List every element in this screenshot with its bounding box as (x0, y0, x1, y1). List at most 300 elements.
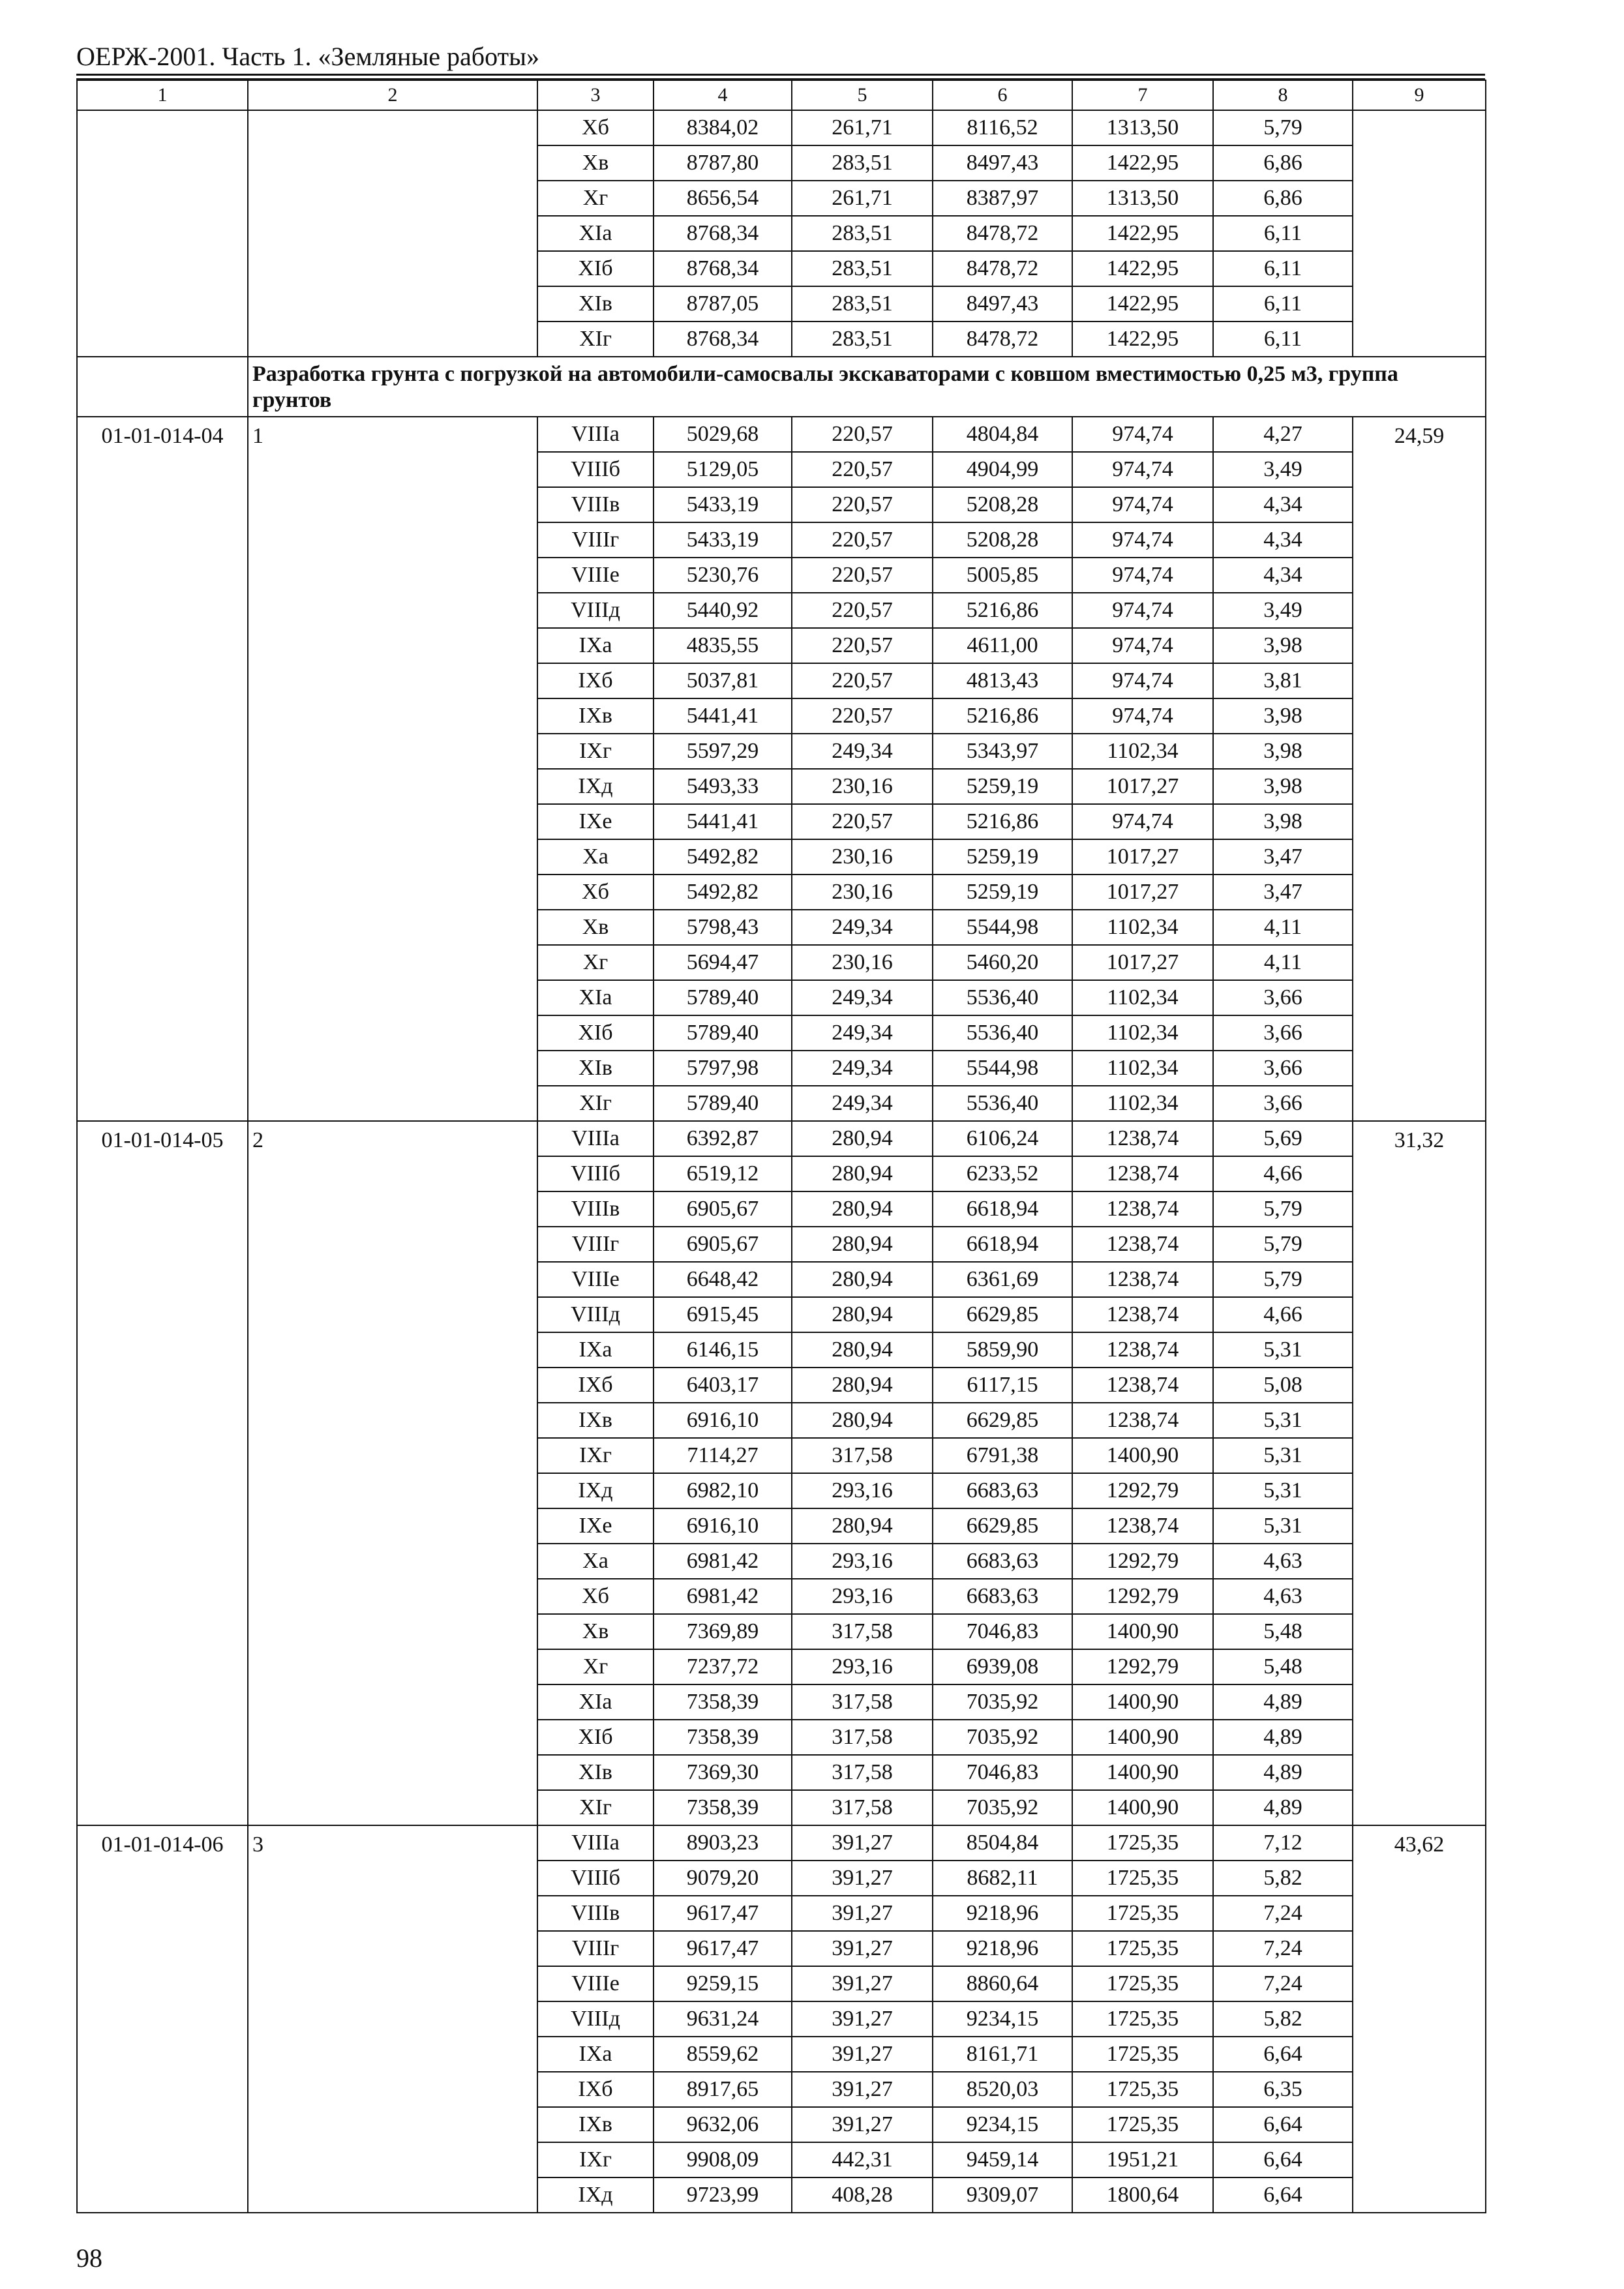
cell-col6: 7046,83 (933, 1614, 1072, 1649)
cell-col4: 5492,82 (654, 875, 792, 910)
cell-col7: 1725,35 (1072, 1896, 1213, 1931)
cell-col6: 8116,52 (933, 110, 1072, 145)
cell-col6: 8497,43 (933, 145, 1072, 181)
cell-col9: 31,32 (1353, 1121, 1486, 1825)
col9-cell-empty (1353, 110, 1486, 357)
cell-col4: 6981,42 (654, 1544, 792, 1579)
soil-category-cell: VIIIд (537, 2001, 654, 2037)
cell-col7: 974,74 (1072, 628, 1213, 663)
cell-col8: 4,34 (1213, 558, 1353, 593)
cell-col8: 3,81 (1213, 663, 1353, 698)
soil-category-cell: VIIIд (537, 593, 654, 628)
cell-col8: 3,49 (1213, 452, 1353, 487)
soil-category-cell: ХIа (537, 216, 654, 251)
cell-col4: 5433,19 (654, 522, 792, 558)
cell-col8: 7,12 (1213, 1825, 1353, 1861)
cell-col7: 974,74 (1072, 593, 1213, 628)
cell-col7: 1238,74 (1072, 1403, 1213, 1438)
cell-col7: 1725,35 (1072, 1825, 1213, 1861)
cell-col6: 5208,28 (933, 487, 1072, 522)
cell-col8: 4,27 (1213, 417, 1353, 452)
cell-col5: 249,34 (792, 1051, 933, 1086)
cell-col6: 5259,19 (933, 839, 1072, 875)
soil-category-cell: Хг (537, 945, 654, 980)
section-title: Разработка грунта с погрузкой на автомобили-самосвалы экскаваторами с ковшом вместимостью 0,25 м3, группа грунтов (248, 357, 1486, 417)
cell-col7: 1422,95 (1072, 322, 1213, 357)
page-number: 98 (76, 2243, 102, 2273)
soil-category-cell: Хв (537, 145, 654, 181)
cell-col5: 293,16 (792, 1649, 933, 1684)
cell-col8: 5,31 (1213, 1473, 1353, 1508)
cell-col8: 4,63 (1213, 1544, 1353, 1579)
cell-col4: 9617,47 (654, 1931, 792, 1966)
cell-col6: 8478,72 (933, 251, 1072, 286)
soil-category-cell: IХд (537, 2177, 654, 2213)
cell-col4: 5789,40 (654, 1015, 792, 1051)
cell-col4: 7358,39 (654, 1720, 792, 1755)
cell-col5: 220,57 (792, 804, 933, 839)
cell-col4: 7358,39 (654, 1790, 792, 1825)
cell-col6: 8520,03 (933, 2072, 1072, 2107)
cell-col6: 9234,15 (933, 2001, 1072, 2037)
cell-col6: 7035,92 (933, 1684, 1072, 1720)
cell-col6: 6233,52 (933, 1156, 1072, 1191)
cell-col5: 249,34 (792, 910, 933, 945)
cell-col6: 6939,08 (933, 1649, 1072, 1684)
cell-col5: 391,27 (792, 1896, 933, 1931)
soil-category-cell: ХIв (537, 286, 654, 322)
cell-col5: 220,57 (792, 663, 933, 698)
soil-category-cell: Ха (537, 839, 654, 875)
cell-col5: 280,94 (792, 1262, 933, 1297)
cell-col8: 5,79 (1213, 1191, 1353, 1227)
cell-col5: 442,31 (792, 2142, 933, 2177)
soil-category-cell: VIIIа (537, 1825, 654, 1861)
soil-category-cell: IХе (537, 804, 654, 839)
soil-category-cell: IХв (537, 1403, 654, 1438)
cell-col5: 283,51 (792, 286, 933, 322)
cell-col4: 5798,43 (654, 910, 792, 945)
cell-col7: 1422,95 (1072, 251, 1213, 286)
cell-col7: 974,74 (1072, 487, 1213, 522)
cell-col6: 6683,63 (933, 1473, 1072, 1508)
cell-col7: 1951,21 (1072, 2142, 1213, 2177)
soil-category-cell: ХIб (537, 251, 654, 286)
table-row (77, 1121, 1486, 1156)
cell-col4: 8768,34 (654, 251, 792, 286)
cell-col5: 280,94 (792, 1297, 933, 1332)
cell-col7: 1238,74 (1072, 1332, 1213, 1368)
cell-col4: 5441,41 (654, 698, 792, 734)
cell-col4: 6915,45 (654, 1297, 792, 1332)
cell-col4: 7237,72 (654, 1649, 792, 1684)
cell-col6: 8387,97 (933, 181, 1072, 216)
cell-col7: 1400,90 (1072, 1684, 1213, 1720)
cell-col7: 974,74 (1072, 417, 1213, 452)
cell-col5: 230,16 (792, 945, 933, 980)
cell-col4: 7358,39 (654, 1684, 792, 1720)
cell-col7: 1238,74 (1072, 1156, 1213, 1191)
cell-col8: 5,31 (1213, 1508, 1353, 1544)
cell-col5: 280,94 (792, 1508, 933, 1544)
cell-col8: 4,66 (1213, 1297, 1353, 1332)
cell-col9: 43,62 (1353, 1825, 1486, 2213)
cell-col4: 8917,65 (654, 2072, 792, 2107)
cell-col7: 1017,27 (1072, 769, 1213, 804)
cell-col8: 5,31 (1213, 1438, 1353, 1473)
cell-col7: 1725,35 (1072, 2037, 1213, 2072)
cell-col4: 9259,15 (654, 1966, 792, 2001)
cell-col8: 6,64 (1213, 2142, 1353, 2177)
cell-col5: 391,27 (792, 1931, 933, 1966)
cell-col8: 4,34 (1213, 487, 1353, 522)
cell-col8: 6,86 (1213, 181, 1353, 216)
cell-col6: 7035,92 (933, 1720, 1072, 1755)
cell-col7: 1238,74 (1072, 1227, 1213, 1262)
cell-col8: 6,11 (1213, 286, 1353, 322)
rates-table (76, 80, 1486, 2213)
cell-col6: 6791,38 (933, 1438, 1072, 1473)
column-number: 6 (933, 80, 1072, 110)
soil-category-cell: ХIа (537, 1684, 654, 1720)
cell-col7: 1017,27 (1072, 945, 1213, 980)
soil-category-cell: Хб (537, 875, 654, 910)
cell-col4: 5440,92 (654, 593, 792, 628)
cell-col4: 8787,80 (654, 145, 792, 181)
soil-group: 1 (248, 417, 537, 1121)
section-title-row (77, 357, 1486, 417)
cell-col4: 8656,54 (654, 181, 792, 216)
cell-col7: 1725,35 (1072, 1966, 1213, 2001)
cell-col8: 6,11 (1213, 216, 1353, 251)
cell-col5: 220,57 (792, 593, 933, 628)
soil-category-cell: IХг (537, 734, 654, 769)
cell-col6: 5343,97 (933, 734, 1072, 769)
soil-category-cell: VIIIа (537, 1121, 654, 1156)
cell-col5: 391,27 (792, 2072, 933, 2107)
rate-code: 01-01-014-04 (77, 417, 248, 1121)
rates-table-body (77, 80, 1486, 2213)
cell-col4: 5694,47 (654, 945, 792, 980)
soil-category-cell: Хб (537, 1579, 654, 1614)
cell-col8: 3,98 (1213, 698, 1353, 734)
table-row (77, 1825, 1486, 1861)
soil-category-cell: VIIIг (537, 1227, 654, 1262)
cell-col6: 5259,19 (933, 875, 1072, 910)
table-row (77, 110, 1486, 145)
cell-col7: 1238,74 (1072, 1368, 1213, 1403)
cell-col4: 5433,19 (654, 487, 792, 522)
cell-col6: 9309,07 (933, 2177, 1072, 2213)
cell-col4: 5789,40 (654, 980, 792, 1015)
cell-col7: 1292,79 (1072, 1649, 1213, 1684)
soil-category-cell: VIIIв (537, 1896, 654, 1931)
cell-col7: 1102,34 (1072, 1015, 1213, 1051)
cell-col6: 8504,84 (933, 1825, 1072, 1861)
cell-col7: 1400,90 (1072, 1755, 1213, 1790)
cell-col5: 261,71 (792, 181, 933, 216)
soil-category-cell: Хв (537, 910, 654, 945)
cell-col7: 1238,74 (1072, 1262, 1213, 1297)
cell-col6: 8478,72 (933, 322, 1072, 357)
cell-col8: 7,24 (1213, 1966, 1353, 2001)
cell-col7: 1400,90 (1072, 1438, 1213, 1473)
soil-category-cell: IХд (537, 769, 654, 804)
cell-col7: 1725,35 (1072, 2001, 1213, 2037)
cell-col8: 4,11 (1213, 910, 1353, 945)
cell-col4: 6981,42 (654, 1579, 792, 1614)
cell-col6: 5216,86 (933, 593, 1072, 628)
cell-col7: 1313,50 (1072, 110, 1213, 145)
cell-col6: 4813,43 (933, 663, 1072, 698)
cell-col8: 5,48 (1213, 1614, 1353, 1649)
cell-col7: 1238,74 (1072, 1297, 1213, 1332)
cell-col4: 6905,67 (654, 1191, 792, 1227)
cell-col8: 4,66 (1213, 1156, 1353, 1191)
cell-col5: 220,57 (792, 628, 933, 663)
cell-col5: 230,16 (792, 875, 933, 910)
cell-col4: 5441,41 (654, 804, 792, 839)
soil-category-cell: Ха (537, 1544, 654, 1579)
cell-col8: 7,24 (1213, 1896, 1353, 1931)
cell-col6: 9218,96 (933, 1931, 1072, 1966)
cell-col8: 7,24 (1213, 1931, 1353, 1966)
cell-col7: 1400,90 (1072, 1790, 1213, 1825)
cell-col7: 974,74 (1072, 804, 1213, 839)
cell-col7: 1238,74 (1072, 1191, 1213, 1227)
cell-col7: 974,74 (1072, 558, 1213, 593)
soil-category-cell: IХа (537, 628, 654, 663)
rate-code: 01-01-014-06 (77, 1825, 248, 2213)
cell-col4: 5789,40 (654, 1086, 792, 1121)
soil-category-cell: VIIIв (537, 1191, 654, 1227)
column-number: 9 (1353, 80, 1486, 110)
cell-col4: 6519,12 (654, 1156, 792, 1191)
cell-col5: 391,27 (792, 1825, 933, 1861)
cell-col4: 6982,10 (654, 1473, 792, 1508)
soil-group: 2 (248, 1121, 537, 1825)
column-number-row (77, 80, 1486, 110)
cell-col4: 9079,20 (654, 1861, 792, 1896)
cell-col7: 1422,95 (1072, 286, 1213, 322)
cell-col4: 7114,27 (654, 1438, 792, 1473)
cell-col7: 1725,35 (1072, 2072, 1213, 2107)
cell-col8: 3,47 (1213, 875, 1353, 910)
cell-col8: 5,79 (1213, 110, 1353, 145)
cell-col6: 4611,00 (933, 628, 1072, 663)
cell-col5: 249,34 (792, 734, 933, 769)
cell-col4: 5129,05 (654, 452, 792, 487)
cell-col4: 6916,10 (654, 1508, 792, 1544)
cell-col5: 283,51 (792, 145, 933, 181)
soil-category-cell: VIIIв (537, 487, 654, 522)
cell-col6: 4904,99 (933, 452, 1072, 487)
cell-col7: 1102,34 (1072, 980, 1213, 1015)
cell-col5: 280,94 (792, 1227, 933, 1262)
cell-col5: 249,34 (792, 1015, 933, 1051)
soil-category-cell: IХд (537, 1473, 654, 1508)
cell-col5: 280,94 (792, 1121, 933, 1156)
cell-col6: 6629,85 (933, 1297, 1072, 1332)
cell-col5: 249,34 (792, 980, 933, 1015)
soil-category-cell: IХв (537, 698, 654, 734)
cell-col8: 6,64 (1213, 2037, 1353, 2072)
cell-col7: 1422,95 (1072, 145, 1213, 181)
cell-col8: 3,66 (1213, 1086, 1353, 1121)
cell-col4: 5037,81 (654, 663, 792, 698)
cell-col6: 8161,71 (933, 2037, 1072, 2072)
soil-category-cell: VIIIа (537, 417, 654, 452)
cell-col4: 6146,15 (654, 1332, 792, 1368)
cell-col4: 9632,06 (654, 2107, 792, 2142)
cell-col5: 261,71 (792, 110, 933, 145)
cell-col5: 220,57 (792, 487, 933, 522)
cell-col7: 1400,90 (1072, 1614, 1213, 1649)
soil-category-cell: ХIб (537, 1720, 654, 1755)
cell-col8: 3,49 (1213, 593, 1353, 628)
cell-col4: 5029,68 (654, 417, 792, 452)
cell-col6: 7035,92 (933, 1790, 1072, 1825)
column-number: 2 (248, 80, 537, 110)
cell-col7: 1313,50 (1072, 181, 1213, 216)
cell-col8: 4,34 (1213, 522, 1353, 558)
cell-col6: 6361,69 (933, 1262, 1072, 1297)
cell-col5: 317,58 (792, 1755, 933, 1790)
cell-col8: 4,89 (1213, 1684, 1353, 1720)
cell-col5: 391,27 (792, 2107, 933, 2142)
cell-col4: 6403,17 (654, 1368, 792, 1403)
soil-category-cell: IХг (537, 1438, 654, 1473)
cell-col6: 7046,83 (933, 1755, 1072, 1790)
cell-col8: 6,11 (1213, 322, 1353, 357)
soil-category-cell: VIIIб (537, 1156, 654, 1191)
cell-col6: 6629,85 (933, 1403, 1072, 1438)
cell-col4: 6905,67 (654, 1227, 792, 1262)
cell-col6: 8860,64 (933, 1966, 1072, 2001)
soil-category-cell: IХв (537, 2107, 654, 2142)
cell-col8: 3,66 (1213, 1051, 1353, 1086)
cell-col6: 5216,86 (933, 804, 1072, 839)
column-number: 3 (537, 80, 654, 110)
cell-col5: 391,27 (792, 1966, 933, 2001)
cell-col7: 1422,95 (1072, 216, 1213, 251)
cell-col9: 24,59 (1353, 417, 1486, 1121)
cell-col7: 1102,34 (1072, 1051, 1213, 1086)
code-cell-empty (77, 110, 248, 357)
cell-col6: 6117,15 (933, 1368, 1072, 1403)
cell-col5: 293,16 (792, 1579, 933, 1614)
soil-category-cell: VIIIг (537, 1931, 654, 1966)
cell-col6: 6106,24 (933, 1121, 1072, 1156)
cell-col5: 220,57 (792, 452, 933, 487)
cell-col8: 4,89 (1213, 1755, 1353, 1790)
cell-col8: 3,98 (1213, 734, 1353, 769)
soil-category-cell: Хг (537, 181, 654, 216)
soil-category-cell: VIIIб (537, 1861, 654, 1896)
cell-col5: 280,94 (792, 1332, 933, 1368)
cell-col4: 8559,62 (654, 2037, 792, 2072)
cell-col5: 283,51 (792, 251, 933, 286)
cell-col6: 5859,90 (933, 1332, 1072, 1368)
soil-category-cell: VIIIг (537, 522, 654, 558)
cell-col6: 9234,15 (933, 2107, 1072, 2142)
cell-col6: 5460,20 (933, 945, 1072, 980)
cell-col8: 5,69 (1213, 1121, 1353, 1156)
cell-col4: 6916,10 (654, 1403, 792, 1438)
cell-col6: 5536,40 (933, 980, 1072, 1015)
column-number: 4 (654, 80, 792, 110)
cell-col5: 220,57 (792, 522, 933, 558)
group-cell-empty (248, 110, 537, 357)
cell-col5: 293,16 (792, 1473, 933, 1508)
cell-col7: 1292,79 (1072, 1579, 1213, 1614)
column-number: 8 (1213, 80, 1353, 110)
cell-col8: 3,66 (1213, 1015, 1353, 1051)
cell-col5: 408,28 (792, 2177, 933, 2213)
cell-col4: 5493,33 (654, 769, 792, 804)
cell-col7: 1017,27 (1072, 839, 1213, 875)
soil-category-cell: IХе (537, 1508, 654, 1544)
cell-col6: 5259,19 (933, 769, 1072, 804)
cell-col5: 280,94 (792, 1156, 933, 1191)
cell-col8: 5,79 (1213, 1262, 1353, 1297)
soil-category-cell: Хб (537, 110, 654, 145)
cell-col7: 1292,79 (1072, 1544, 1213, 1579)
column-number: 7 (1072, 80, 1213, 110)
soil-category-cell: IХб (537, 2072, 654, 2107)
cell-col8: 5,79 (1213, 1227, 1353, 1262)
soil-category-cell: ХIв (537, 1051, 654, 1086)
cell-col4: 7369,30 (654, 1755, 792, 1790)
cell-col4: 9617,47 (654, 1896, 792, 1931)
cell-col4: 9631,24 (654, 2001, 792, 2037)
document-title: ОЕРЖ-2001. Часть 1. «Земляные работы» (76, 42, 539, 71)
table-row (77, 417, 1486, 452)
soil-category-cell: VIIIе (537, 1966, 654, 2001)
soil-category-cell: Хг (537, 1649, 654, 1684)
cell-col8: 3,47 (1213, 839, 1353, 875)
cell-col6: 9459,14 (933, 2142, 1072, 2177)
cell-col4: 9908,09 (654, 2142, 792, 2177)
cell-col7: 1725,35 (1072, 1861, 1213, 1896)
soil-category-cell: ХIг (537, 1086, 654, 1121)
cell-col4: 6648,42 (654, 1262, 792, 1297)
cell-col7: 974,74 (1072, 452, 1213, 487)
cell-col8: 6,11 (1213, 251, 1353, 286)
cell-col4: 4835,55 (654, 628, 792, 663)
soil-category-cell: ХIб (537, 1015, 654, 1051)
cell-col8: 6,35 (1213, 2072, 1353, 2107)
cell-col5: 391,27 (792, 1861, 933, 1896)
cell-col6: 6618,94 (933, 1191, 1072, 1227)
cell-col6: 4804,84 (933, 417, 1072, 452)
cell-col5: 230,16 (792, 769, 933, 804)
cell-col6: 6629,85 (933, 1508, 1072, 1544)
cell-col5: 317,58 (792, 1438, 933, 1473)
cell-col4: 5597,29 (654, 734, 792, 769)
cell-col8: 3,66 (1213, 980, 1353, 1015)
cell-col5: 220,57 (792, 558, 933, 593)
soil-category-cell: IХа (537, 1332, 654, 1368)
cell-col7: 974,74 (1072, 698, 1213, 734)
cell-col8: 4,89 (1213, 1720, 1353, 1755)
cell-col7: 1102,34 (1072, 1086, 1213, 1121)
soil-category-cell: IХа (537, 2037, 654, 2072)
header-rule (76, 74, 1485, 76)
cell-col5: 280,94 (792, 1191, 933, 1227)
cell-col7: 1017,27 (1072, 875, 1213, 910)
cell-col8: 4,63 (1213, 1579, 1353, 1614)
